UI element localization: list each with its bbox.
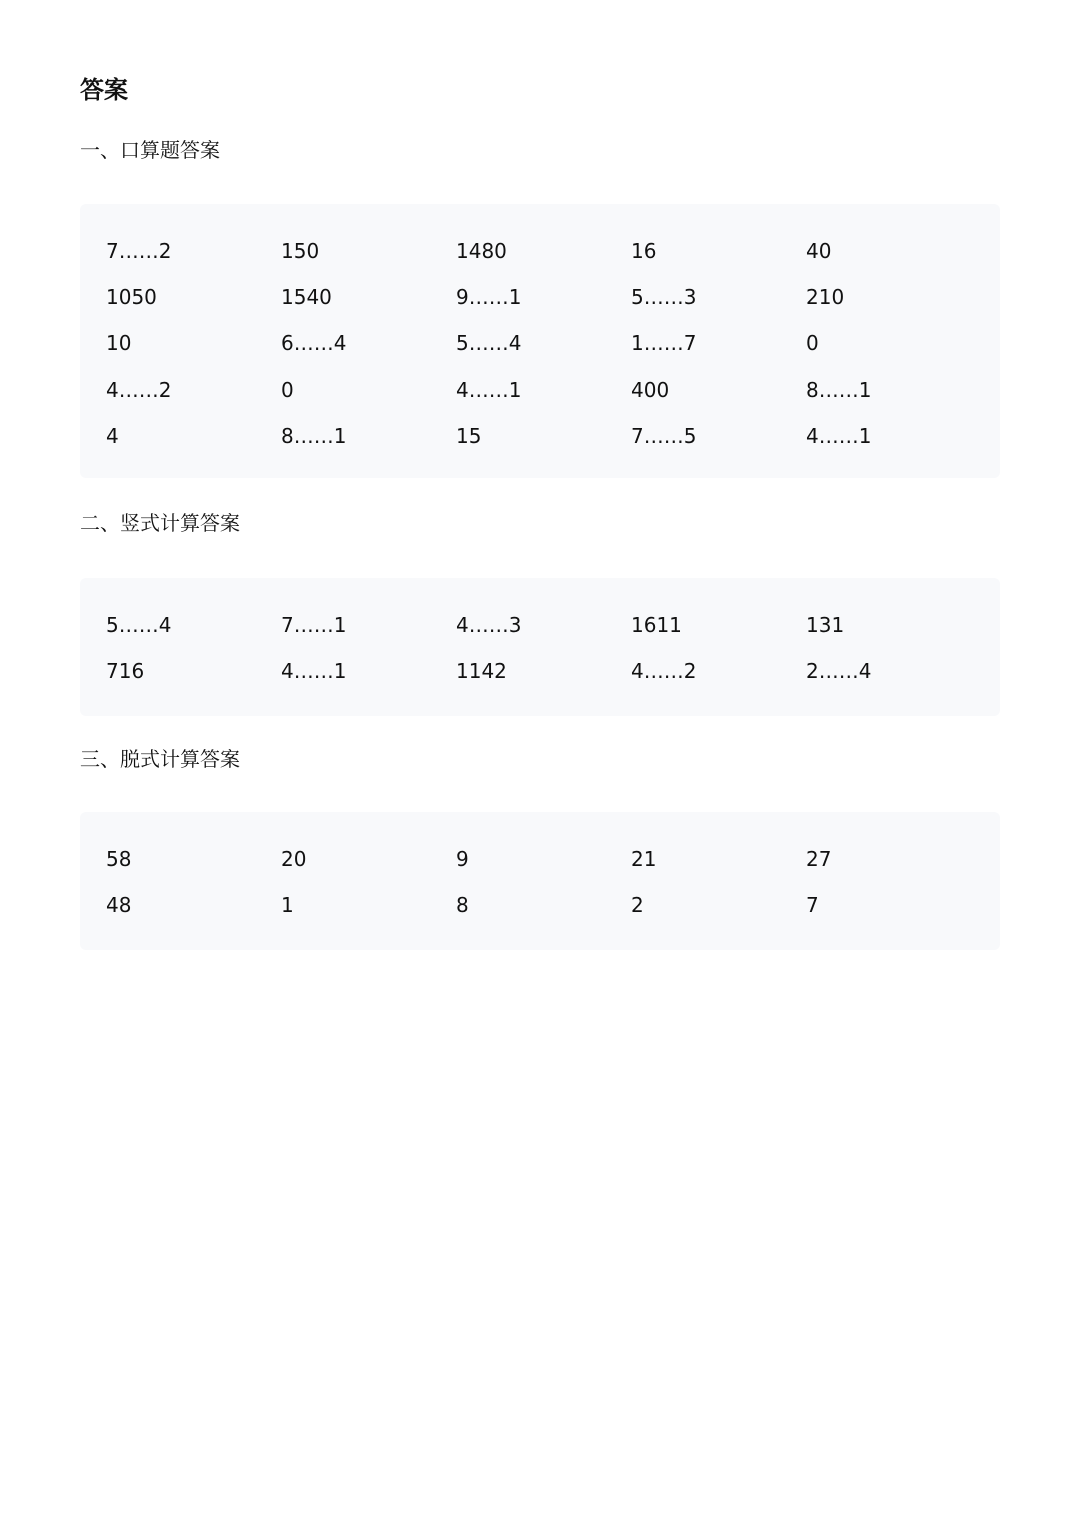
answer-cell: 716 (106, 659, 145, 684)
answer-cell: 210 (806, 285, 845, 310)
answer-grid-stepwise (106, 836, 974, 928)
answer-cell: 2 (631, 893, 644, 918)
answer-cell: 1 (281, 893, 294, 918)
answer-cell: 0 (806, 331, 819, 356)
section-heading-vertical: 二、竖式计算答案 (80, 511, 240, 535)
page-title: 答案 (80, 76, 128, 104)
answer-cell: 4……2 (106, 377, 172, 402)
answer-cell: 7……1 (281, 613, 347, 638)
answer-cell: 8 (456, 893, 469, 918)
answer-cell: 20 (281, 847, 307, 872)
answer-cell: 9 (456, 847, 469, 872)
answer-cell: 9……1 (456, 285, 522, 310)
answer-cell: 40 (806, 239, 832, 264)
answer-cell: 58 (106, 847, 132, 872)
answer-cell: 1050 (106, 285, 157, 310)
answer-box-vertical (80, 578, 1000, 716)
answer-cell: 7……5 (631, 423, 697, 448)
answer-grid-vertical (106, 602, 974, 694)
answer-cell: 4……1 (456, 377, 522, 402)
answer-grid-oral (106, 228, 974, 459)
answer-cell: 48 (106, 893, 132, 918)
answer-cell: 1……7 (631, 331, 697, 356)
answer-cell: 7 (806, 893, 819, 918)
answer-cell: 1480 (456, 239, 507, 264)
answer-box-oral (80, 204, 1000, 478)
answer-cell: 1540 (281, 285, 332, 310)
section-heading-oral: 一、口算题答案 (80, 138, 220, 162)
answer-cell: 150 (281, 239, 320, 264)
answer-cell: 4……1 (281, 659, 347, 684)
answer-cell: 2……4 (806, 659, 872, 684)
answer-cell: 8……1 (806, 377, 872, 402)
answer-box-stepwise (80, 812, 1000, 950)
answer-cell: 0 (281, 377, 294, 402)
answer-cell: 1611 (631, 613, 682, 638)
answer-cell: 15 (456, 423, 482, 448)
answer-cell: 5……4 (106, 613, 172, 638)
answer-cell: 7……2 (106, 239, 172, 264)
answer-cell: 4 (106, 423, 119, 448)
answer-cell: 16 (631, 239, 657, 264)
answer-cell: 8……1 (281, 423, 347, 448)
answer-cell: 10 (106, 331, 132, 356)
answer-cell: 21 (631, 847, 657, 872)
answer-cell: 400 (631, 377, 670, 402)
answer-cell: 4……1 (806, 423, 872, 448)
answer-cell: 4……3 (456, 613, 522, 638)
answer-cell: 4……2 (631, 659, 697, 684)
answer-cell: 1142 (456, 659, 507, 684)
answer-cell: 5……4 (456, 331, 522, 356)
answer-cell: 6……4 (281, 331, 347, 356)
answer-cell: 27 (806, 847, 832, 872)
answer-cell: 131 (806, 613, 845, 638)
answer-cell: 5……3 (631, 285, 697, 310)
section-heading-stepwise: 三、脱式计算答案 (80, 747, 240, 771)
